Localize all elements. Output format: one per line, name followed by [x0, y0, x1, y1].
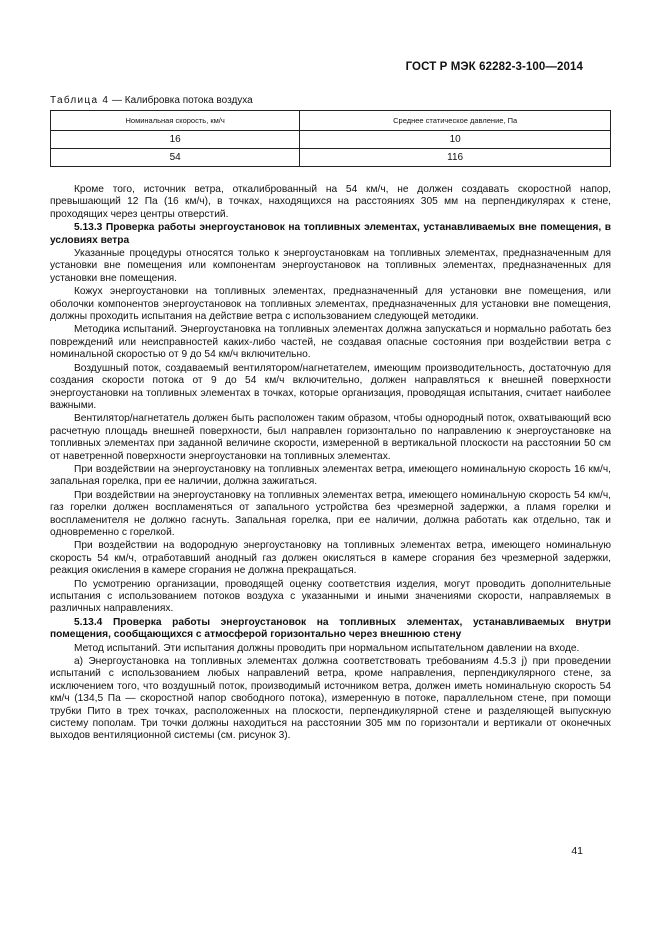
paragraph: Вентилятор/нагнетатель должен быть расположен таким образом, чтобы однородный поток, охватывающий всю расчетную площадь внешней поверхности, был направлен горизонтально по направлению к энергоустановке на топливных элементах при заданной величине скорости, измеренной в вертикальной плоскости на расстоянии 50 см от наветренной поверхности энергоустановки на топливных элементах. — [50, 413, 611, 462]
table-row — [51, 149, 611, 167]
table-cell: 54 — [51, 149, 300, 167]
paragraph: Воздушный поток, создаваемый вентилятором/нагнетателем, имеющим производительность, достаточную для создания скорости потока от 9 до 54 км/ч включительно, должен направляться к внешней поверхности энергоустановки на топливных элементах в точках, которые организация, проводящая испытания, считает наиболее важными. — [50, 362, 611, 411]
paragraph: Кожух энергоустановки на топливных элементах, предназначенный для установки вне помещения, или оболочки компонентов энергоустановок на топливных элементах, предназначенных для установки вне помещения, должны проходить испытания на действие ветра с использованием следующей методики. — [50, 286, 611, 323]
paragraph: Указанные процедуры относятся только к энергоустановкам на топливных элементах, предназначенным для установки вне помещения или компонентам энергоустановок на топливных элементах, предназначенных для установки вне помещения. — [50, 248, 611, 284]
paragraph: Метод испытаний. Эти испытания должны проводить при нормальном испытательном давлении на входе. — [74, 642, 580, 654]
paragraph: Методика испытаний. Энергоустановка на топливных элементах должна запускаться и нормально работать без повреждений или неисправностей каких-либо частей, не создавая опасные состояния при воздействии ветра с номинальной скоростью от 9 до 54 км/ч включительно. — [50, 324, 611, 361]
section-heading-5-13-4: 5.13.4 Проверка работы энергоустановок на топливных элементах, устанавливаемых внутри помещения, сообщающихся с атмосферой горизонтально через внешнюю стену — [50, 616, 611, 641]
column-header-speed: Номинальная скорость, км/ч — [51, 111, 300, 131]
table-caption-text: — Калибровка потока воздуха — [109, 95, 253, 106]
document-header: ГОСТ Р МЭК 62282-3-100—2014 — [405, 61, 583, 73]
airflow-calibration-table — [50, 110, 611, 167]
table-row — [51, 131, 611, 149]
table-caption-label: Таблица 4 — [50, 95, 110, 106]
paragraph: Кроме того, источник ветра, откалиброванный на 54 км/ч, не должен создавать скоростной напор, превышающий 12 Па (16 км/ч), в точках, находящихся на расстояниях 305 мм на перпендикулярах к стене, проходящих через центры отверстий. — [50, 184, 611, 220]
paragraph: При воздействии на энергоустановку на топливных элементах ветра, имеющего номинальную скорость 54 км/ч, газ горелки должен воспламеняться от запального устройства без чрезмерной задержки, а пламя горелки и воспламенителя не должно гаснуть. Запальная горелка, при ее наличии, должна работать как отдельно, так и одновременно с горелкой. — [50, 489, 611, 538]
table-caption — [50, 95, 253, 106]
paragraph: а) Энергоустановка на топливных элементах должна соответствовать требованиям 4.5.3 j) при проведении испытаний с использованием любых направлений ветра, кроме направления, перпендикулярного стене, за исключением того, что воздушный поток, производимый источником ветра, должен иметь номинальную скорость 54 км/ч (134,5 Па — скоростной напор свободного потока), измеренную в потоке, параллельном стене, при помощи трубки Пито в трех точках, расположенных на плоскости, перпендикулярной стене и разделяющей выпускную систему пополам. Три точки должны находиться на расстоянии 305 мм по горизонтали и вертикали от оконечных выходов вентиляционной системы (см. рисунок 3). — [50, 656, 611, 742]
body-text — [50, 184, 611, 744]
paragraph: При воздействии на энергоустановку на топливных элементах ветра, имеющего номинальную скорость 16 км/ч, запальная горелка, при ее наличии, должна зажигаться. — [50, 463, 611, 488]
table-cell: 16 — [51, 131, 300, 149]
section-heading-5-13-3: 5.13.3 Проверка работы энергоустановок на топливных элементах, устанавливаемых вне помещения, в условиях ветра — [50, 222, 611, 246]
page-number: 41 — [571, 845, 583, 857]
paragraph: При воздействии на водородную энергоустановку на топливных элементах ветра, имеющего номинальную скорость 54 км/ч, отработавший анодный газ должен окисляться в камере сгорания без чрезмерной задержки, реакция окисления в камере сгорания не должна прекращаться. — [50, 540, 611, 577]
table-cell: 116 — [300, 149, 611, 167]
paragraph: По усмотрению организации, проводящей оценку соответствия изделия, могут проводить дополнительные испытания с использованием потоков воздуха с указанными и иными значениями скорости, направляемых в различных направлениях. — [50, 578, 611, 615]
column-header-pressure: Среднее статическое давление, Па — [300, 111, 611, 131]
table-cell: 10 — [300, 131, 611, 149]
table-header-row — [51, 111, 611, 131]
